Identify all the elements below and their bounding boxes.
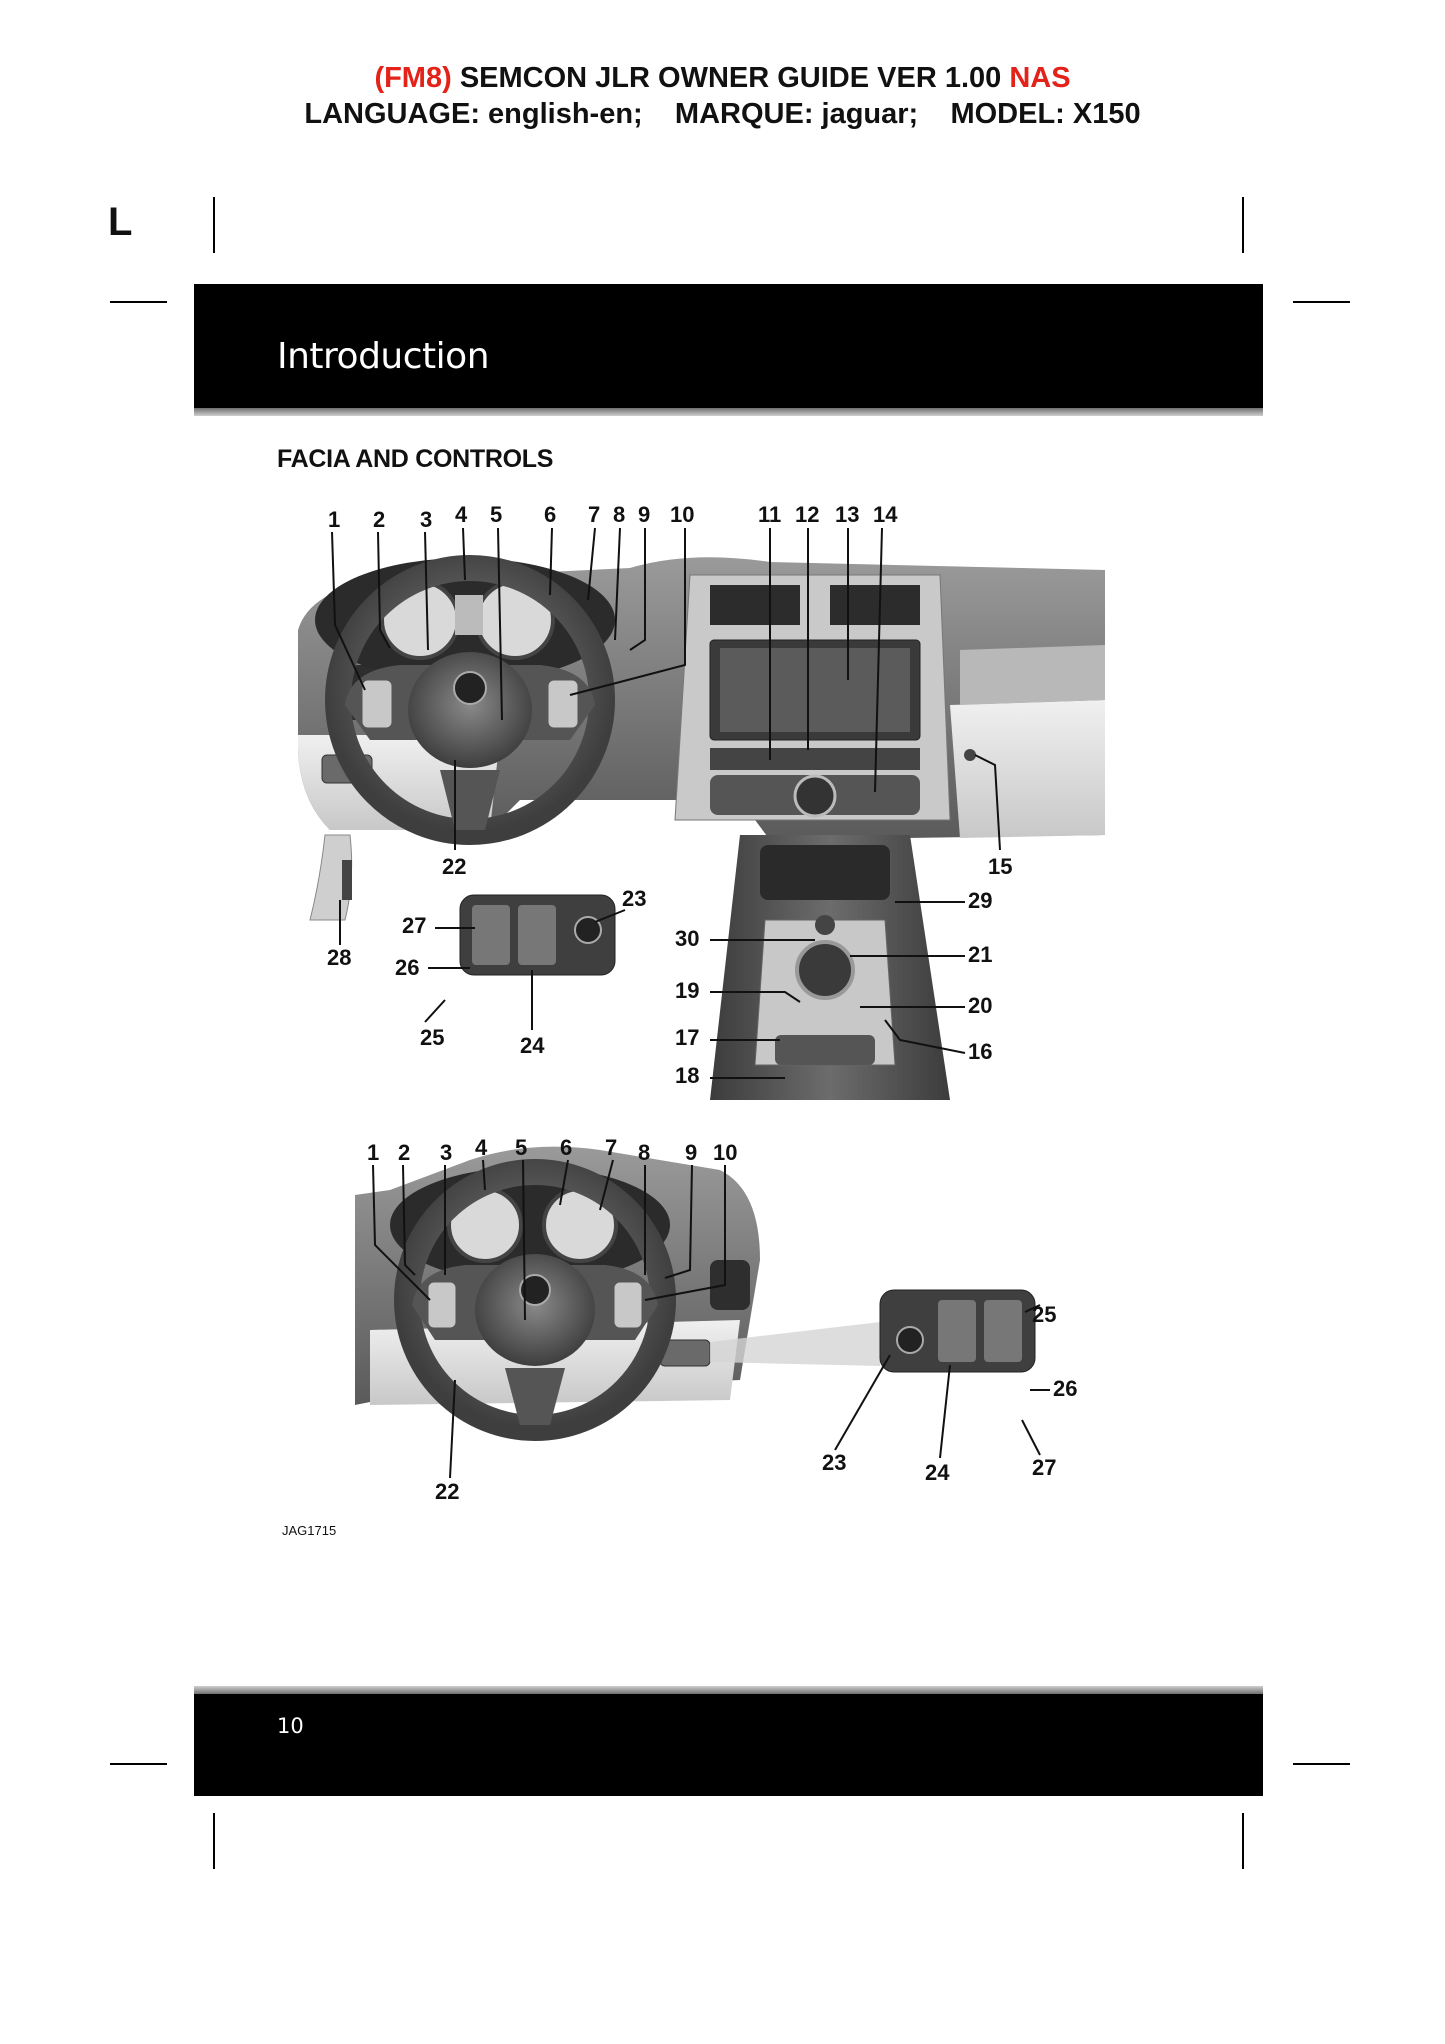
footer-bar-shadow (194, 1686, 1263, 1694)
glovebox-release (964, 749, 976, 761)
touch-screen-display (720, 648, 910, 732)
top-dashboard-illustration (298, 502, 1105, 1100)
rhd-fog-lamp-button (938, 1300, 976, 1362)
callout-10: 10 (670, 502, 695, 527)
crop-mark (213, 1813, 215, 1869)
rhd-callout-25: 25 (1032, 1302, 1057, 1327)
right-switch-pack (548, 680, 578, 728)
section-title: Introduction (277, 336, 490, 377)
centre-vent-left (710, 585, 800, 625)
volume-knob (795, 776, 835, 816)
rhd-callout-22: 22 (435, 1479, 460, 1504)
rhd-callout-7: 7 (605, 1135, 618, 1160)
crop-mark (1293, 301, 1350, 303)
callout-27: 27 (402, 913, 427, 938)
callout-15: 15 (988, 854, 1013, 879)
rhd-callout-27: 27 (1032, 1455, 1057, 1480)
crop-mark (110, 301, 167, 303)
hood-release-handle (342, 860, 352, 900)
callout-30: 30 (675, 926, 700, 951)
jaguar-badge-icon (454, 672, 486, 704)
callout-29: 29 (968, 888, 993, 913)
rhd-callout-9: 9 (685, 1140, 698, 1165)
left-switch-pack (362, 680, 392, 728)
crop-mark (1242, 197, 1244, 253)
bottom-dashboard-illustration (355, 1135, 1077, 1504)
callout-26: 26 (395, 955, 420, 980)
callout-17: 17 (675, 1025, 700, 1050)
header-line-2: LANGUAGE: english-en; MARQUE: jaguar; MODEL: X150 (304, 98, 1141, 130)
callout-23: 23 (622, 886, 647, 911)
rhd-callout-6: 6 (560, 1135, 573, 1160)
rhd-callout-26: 26 (1053, 1376, 1078, 1401)
audio-controls-row (710, 748, 920, 770)
storage-tray (760, 845, 890, 900)
title-bar-shadow (194, 408, 1263, 416)
callout-28: 28 (327, 945, 352, 970)
start-button (815, 915, 835, 935)
rhd-callout-10: 10 (713, 1140, 738, 1165)
callout-5: 5 (490, 502, 503, 527)
callout-22: 22 (442, 854, 467, 879)
gear-selector-dial (797, 942, 853, 998)
header-market: NAS (1009, 62, 1071, 94)
document-header (0, 60, 1445, 132)
callout-21: 21 (968, 942, 993, 967)
header-guide: SEMCON JLR OWNER GUIDE VER 1.00 (459, 62, 1002, 94)
rhd-lighting-rotary-icon (897, 1327, 923, 1353)
crop-mark (110, 1763, 167, 1765)
rhd-light-switch-buttons (984, 1300, 1022, 1362)
callout-20: 20 (968, 993, 993, 1018)
rhd-callout-8: 8 (638, 1140, 651, 1165)
callout-24: 24 (520, 1033, 545, 1058)
crop-mark (1293, 1763, 1350, 1765)
callout-25: 25 (420, 1025, 445, 1050)
rhd-callout-4: 4 (475, 1135, 488, 1160)
callout-16: 16 (968, 1039, 993, 1064)
centre-vent-right (830, 585, 920, 625)
callout-13: 13 (835, 502, 860, 527)
page-number: 10 (277, 1714, 304, 1738)
rhd-callout-3: 3 (440, 1140, 453, 1165)
side-letter: L (108, 200, 133, 244)
rhd-airbag-hub (475, 1254, 595, 1366)
rhd-right-vent (710, 1260, 750, 1310)
airbag-hub (408, 652, 532, 768)
rhd-callout-1: 1 (367, 1140, 380, 1165)
callout-11: 11 (758, 502, 782, 527)
lower-trim-right (950, 700, 1105, 838)
crop-mark (213, 197, 215, 253)
callout-14: 14 (873, 502, 898, 527)
callout-12: 12 (795, 502, 820, 527)
callout-7: 7 (588, 502, 601, 527)
callout-3: 3 (420, 507, 433, 532)
figure-code: JAG1715 (282, 1523, 337, 1538)
callout-8: 8 (613, 502, 626, 527)
parking-brake-switch (775, 1035, 875, 1065)
rhd-right-switch-pack (614, 1282, 642, 1328)
rhd-left-switch-pack (428, 1282, 456, 1328)
footer-bar (194, 1694, 1263, 1796)
callout-9: 9 (638, 502, 651, 527)
callout-6: 6 (544, 502, 557, 527)
rhd-callout-2: 2 (398, 1140, 411, 1165)
callout-1: 1 (328, 507, 341, 532)
callout-18: 18 (675, 1063, 700, 1088)
rhd-callout-23: 23 (822, 1450, 847, 1475)
callout-2: 2 (373, 507, 386, 532)
crop-mark (1242, 1813, 1244, 1869)
header-line-1 (0, 60, 1445, 96)
header-tag: (FM8) (374, 62, 452, 94)
facia-controls-figure (270, 500, 1120, 1540)
callout-19: 19 (675, 978, 700, 1003)
rhd-callout-24: 24 (925, 1460, 950, 1485)
fog-lamp-button (518, 905, 556, 965)
cluster-display (455, 595, 483, 635)
rhd-callout-5: 5 (515, 1135, 528, 1160)
light-switch-buttons (472, 905, 510, 965)
section-heading: FACIA AND CONTROLS (277, 445, 554, 473)
glovebox-upper (960, 645, 1105, 705)
callout-4: 4 (455, 502, 468, 527)
